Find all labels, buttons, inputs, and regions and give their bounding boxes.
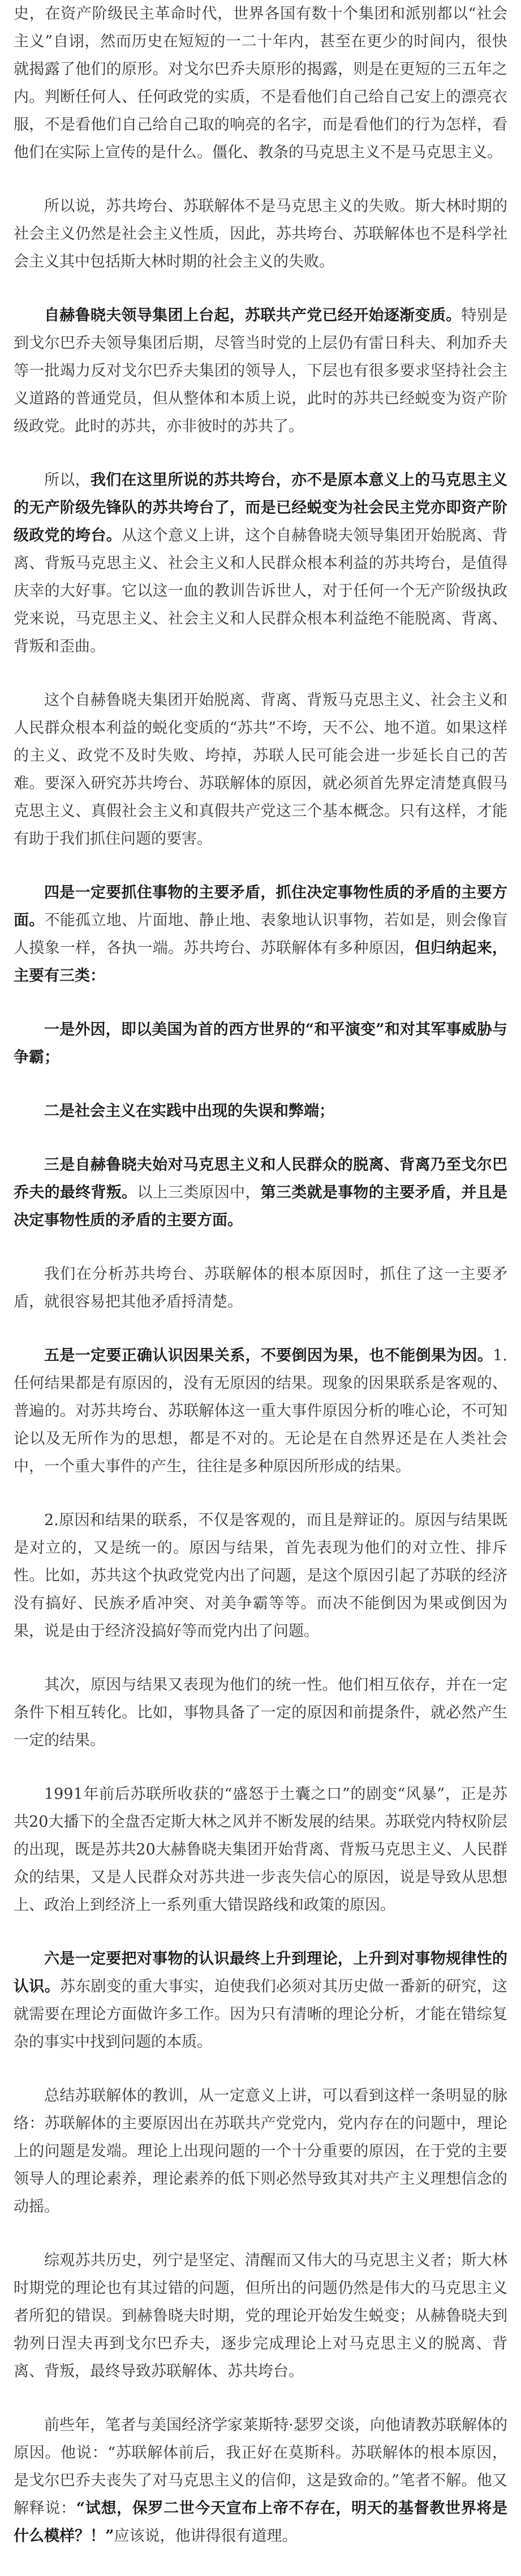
text-run: 我们在分析苏共垮台、苏联解体的根本原因时，抓住了这一主要矛盾，就很容易把其他矛盾捋清楚。 bbox=[14, 1265, 507, 1311]
text-run: 苏东剧变的重大事实，迫使我们必须对其历史做一番新的研究，这就需要在理论方面做许多工作。因为只有清晰的理论分析，才能在错综复杂的事实中找到问题的本质。 bbox=[14, 1978, 508, 2051]
paragraph bbox=[14, 1097, 507, 1125]
paragraph bbox=[14, 1016, 507, 1071]
bold-text-run: 第三类就是事物的主要矛盾，并且是决定事物性质的矛盾的主要方面。 bbox=[14, 1184, 508, 1229]
paragraph bbox=[14, 1342, 507, 1480]
bold-text-run: 自赫鲁晓夫领导集团上台起，苏联共产党已经开始逐渐变质。 bbox=[44, 307, 462, 324]
bold-text-run: 但归纳起来，主要有三类： bbox=[14, 939, 508, 985]
paragraph bbox=[14, 466, 507, 660]
text-run: 其次，原因与结果又表现为他们的统一性。他们相互依存，并在一定条件下相互转化。比如，事物具备了一定的原因和前提条件，就必然产生一定的结果。 bbox=[14, 1676, 507, 1749]
text-run: 前些年，笔者与美国经济学家莱斯特·瑟罗交谈，向他请教苏联解体的原因。他说：“苏联解体前后，我正好在莫斯科。苏联解体的根本原因，是戈尔巴乔夫丧失了对马克思主义的信仰，这是致命的。”笔者不解。他又解释说： bbox=[14, 2416, 507, 2517]
text-run: 这个自赫鲁晓夫集团开始脱离、背离、背叛马克思主义、社会主义和人民群众根本利益的蜕化变质的“苏共”不垮，天不公、地不道。如果这样的主义、政党不及时失败、垮掉，苏联人民可能会进一步延长自己的苦难。要深入研究苏共垮台、苏联解体的原因，就必须首先界定清楚真假马克思主义、真假社会主义和真假共产党这三个基本概念。只有这样，才能有助于我们抓住问题的要害。 bbox=[14, 692, 507, 848]
text-run: 以上三类原因中， bbox=[137, 1184, 261, 1201]
paragraph bbox=[14, 2247, 507, 2385]
text-run: 不能孤立地、片面地、静止地、表象地认识事物，若如是，则会像盲人摸象一样，各执一端。苏共垮台、苏联解体有多种原因， bbox=[14, 912, 508, 957]
paragraph bbox=[14, 2411, 507, 2550]
text-run: 史，在资产阶级民主革命时代，世界各国有数十个集团和派别都以“社会主义”自诩，然而历史在短短的一二十年内，甚至在更少的时间内，很快就揭露了他们的原形。对戈尔巴乔夫原形的揭露，则是在更短的三五年之内。判断任何人、任何政党的实质，不是看他们自己给自己安上的漂亮衣服，不是看他们自己给自己取的响亮的名字，而是看他们的行为怎样，看他们在实际上宣传的是什么。僵化、教条的马克思主义不是马克思主义。 bbox=[14, 5, 507, 161]
bold-text-run: 二是社会主义在实践中出现的失误和弊端； bbox=[44, 1102, 334, 1120]
paragraph bbox=[14, 1260, 507, 1316]
paragraph bbox=[14, 1151, 507, 1234]
text-run: 特别是到戈尔巴乔夫领导集团后期，尽管当时党的上层仍有雷日科夫、利加乔夫等一批竭力反对戈尔巴乔夫集团的领导人，下层也有很多要求坚持社会主义道路的普通党员，但从整体和本质上说，此时的苏共已经蜕变为资产阶级政党。此时的苏共，亦非彼时的苏共了。 bbox=[14, 307, 508, 435]
paragraph bbox=[14, 879, 507, 990]
text-run: 应该说，他讲得很有道理。 bbox=[114, 2527, 298, 2545]
text-run: 1.任何结果都是有原因的，没有无原因的结果。现象的因果联系是客观的、普遍的。对苏共垮台、苏联解体这一重大事件原因分析的唯心论，不可知论以及无所作为的思想，都是不对的。无论是在自然界还是在人类社会中，一个重大事件的产生，往往是多种原因所形成的结果。 bbox=[14, 1347, 507, 1475]
paragraph bbox=[14, 1945, 507, 2056]
paragraph bbox=[14, 0, 507, 166]
paragraph bbox=[14, 686, 507, 853]
bold-text-run: 一是外因，即以美国为首的西方世界的“和平演变”和对其军事威胁与争霸； bbox=[14, 1021, 507, 1066]
text-run: 2.原因和结果的联系，不仅是客观的，而且是辩证的。原因与结果既是对立的，又是统一的。原因与结果，首先表现为他们的对立性、排斥性。比如，苏共这个执政党党内出了问题，是这个原因引起了苏联的经济没有搞好、民族矛盾冲突、对美争霸等等。而决不能倒因为果或倒因为果，说是由于经济没搞好等而党内出了问题。 bbox=[14, 1512, 507, 1640]
bold-text-run: 四是一定要抓住事物的主要矛盾，抓住决定事物性质的矛盾的主要方面。 bbox=[14, 884, 507, 929]
bold-text-run: 六是一定要把对事物的认识最终上升到理论，上升到对事物规律性的认识。 bbox=[14, 1950, 507, 1995]
bold-text-run: 三是自赫鲁晓夫始对马克思主义和人民群众的脱离、背离乃至戈尔巴乔夫的最终背叛。 bbox=[14, 1156, 507, 1201]
paragraph bbox=[14, 1506, 507, 1645]
paragraph bbox=[14, 2082, 507, 2221]
text-run: 从这个意义上讲，这个自赫鲁晓夫领导集团开始脱离、背离、背叛马克思主义、社会主义和人民群众根本利益的苏共垮台，是值得庆幸的大好事。它以这一血的教训告诉世人，对于任何一个无产阶级执政党来说，马克思主义、社会主义和人民群众根本利益绝不能脱离、背离、背叛和歪曲。 bbox=[14, 527, 508, 655]
text-run: 总结苏联解体的教训，从一定意义上讲，可以看到这样一条明显的脉络：苏联解体的主要原因出在苏联共产党党内，党内存在的问题中，理论上的问题是发端。理论上出现问题的一个十分重要的原因，在于党的主要领导人的理论素养，理论素养的低下则必然导致其对共产主义理想信念的动摇。 bbox=[14, 2087, 507, 2216]
text-run: 所以说，苏共垮台、苏联解体不是马克思主义的失败。斯大林时期的社会主义仍然是社会主义性质，因此，苏共垮台、苏联解体也不是科学社会主义其中包括斯大林时期的社会主义的失败。 bbox=[14, 198, 507, 271]
bold-text-run: 我们在这里所说的苏共垮台，亦不是原本意义上的马克思主义的无产阶级先锋队的苏共垮台了，而是已经蜕变为社会民主党亦即资产阶级政党的垮台。 bbox=[14, 471, 508, 544]
paragraph bbox=[14, 302, 507, 440]
bold-text-run: 五是一定要正确认识因果关系，不要倒因为果，也不能倒果为因。 bbox=[44, 1347, 493, 1364]
text-run: 1991年前后苏联所收获的“盛怒于土囊之口”的剧变“风暴”，正是苏共20大播下的全盘否定斯大林之风并不断发展的结果。苏联党内特权阶层的出现，既是苏共20大赫鲁晓夫集团开始背离、背叛马克思主义、人民群众的结果，又是人民群众对苏共进一步丧失信心的原因，说是导致从思想上、政治上到经济上一系列重大错误路线和政策的原因。 bbox=[14, 1785, 507, 1914]
text-run: 综观苏共历史，列宁是坚定、清醒而又伟大的马克思主义者；斯大林时期党的理论也有其过错的问题，但所出的问题仍然是伟大的马克思主义者所犯的错误。到赫鲁晓夫时期，党的理论开始发生蜕变；从赫鲁晓夫到勃列日涅夫再到戈尔巴乔夫，逐步完成理论上对马克思主义的脱离、背离、背叛，最终导致苏联解体、苏共垮台。 bbox=[14, 2252, 507, 2380]
text-run: 所以， bbox=[44, 471, 91, 489]
bold-text-run: “试想，保罗二世今天宣布上帝不存在，明天的基督教世界将是什么模样？！” bbox=[14, 2500, 508, 2545]
paragraph bbox=[14, 1780, 507, 1919]
paragraph bbox=[14, 192, 507, 276]
paragraph bbox=[14, 1671, 507, 1754]
